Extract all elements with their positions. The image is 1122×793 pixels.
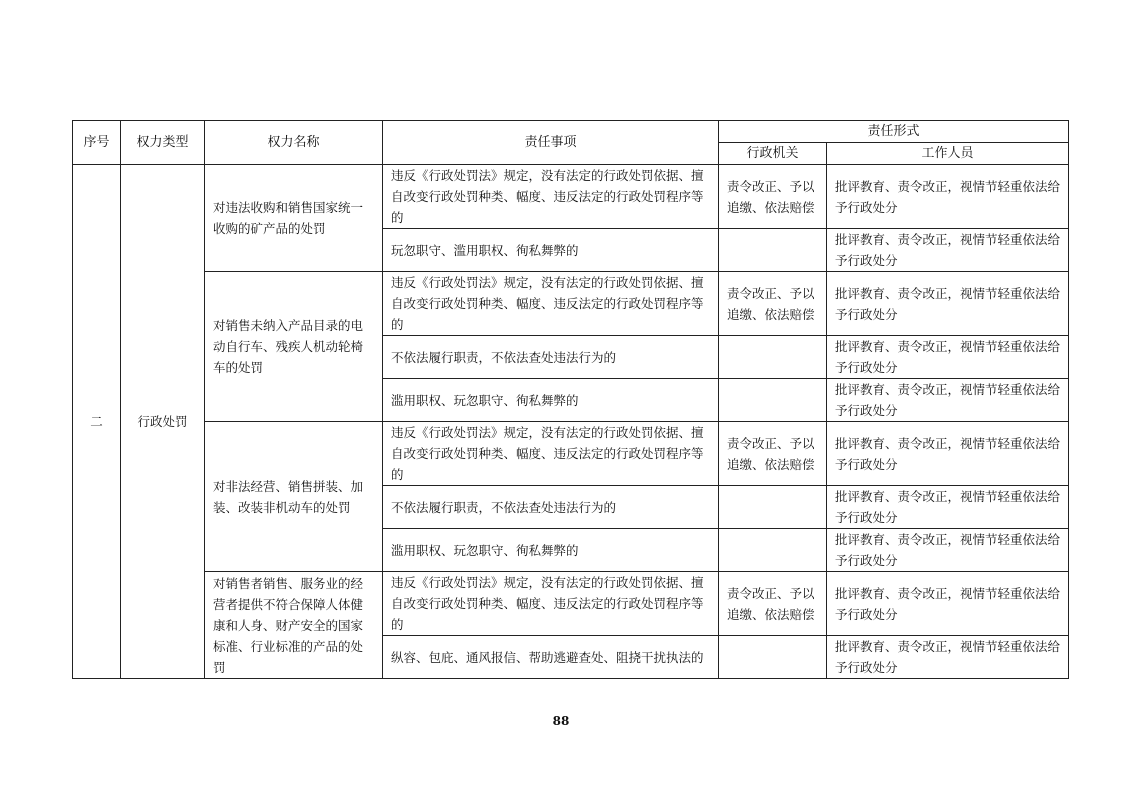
staff-cell: 批评教育、责令改正，视情节轻重依法给予行政处分: [827, 636, 1069, 679]
agency-cell: [719, 529, 827, 572]
agency-cell: 责令改正、予以追缴、依法赔偿: [719, 272, 827, 336]
matter-cell: 玩忽职守、滥用职权、徇私舞弊的: [383, 229, 719, 272]
table-row: [73, 272, 1069, 336]
agency-cell: [719, 229, 827, 272]
staff-cell: 批评教育、责令改正，视情节轻重依法给予行政处分: [827, 229, 1069, 272]
matter-cell: 违反《行政处罚法》规定，没有法定的行政处罚依据、擅自改变行政处罚种类、幅度、违反法定的行政处罚程序等的: [383, 572, 719, 636]
agency-cell: [719, 486, 827, 529]
header-matter: 责任事项: [383, 121, 719, 165]
agency-cell: 责令改正、予以追缴、依法赔偿: [719, 165, 827, 229]
header-form: 责任形式: [719, 121, 1069, 143]
matter-cell: 纵容、包庇、通风报信、帮助逃避查处、阻挠干扰执法的: [383, 636, 719, 679]
staff-cell: 批评教育、责令改正，视情节轻重依法给予行政处分: [827, 272, 1069, 336]
matter-cell: 违反《行政处罚法》规定，没有法定的行政处罚依据、擅自改变行政处罚种类、幅度、违反法定的行政处罚程序等的: [383, 165, 719, 229]
matter-cell: 违反《行政处罚法》规定，没有法定的行政处罚依据、擅自改变行政处罚种类、幅度、违反法定的行政处罚程序等的: [383, 422, 719, 486]
header-power-type: 权力类型: [121, 121, 205, 165]
staff-cell: 批评教育、责令改正，视情节轻重依法给予行政处分: [827, 572, 1069, 636]
staff-cell: 批评教育、责令改正，视情节轻重依法给予行政处分: [827, 529, 1069, 572]
page-number: 88: [552, 714, 570, 728]
power-name-cell: 对非法经营、销售拼装、加装、改装非机动车的处罚: [205, 422, 383, 572]
matter-cell: 违反《行政处罚法》规定，没有法定的行政处罚依据、擅自改变行政处罚种类、幅度、违反法定的行政处罚程序等的: [383, 272, 719, 336]
power-name-cell: 对销售未纳入产品目录的电动自行车、残疾人机动轮椅车的处罚: [205, 272, 383, 422]
header-seq: 序号: [73, 121, 121, 165]
staff-cell: 批评教育、责令改正，视情节轻重依法给予行政处分: [827, 336, 1069, 379]
agency-cell: 责令改正、予以追缴、依法赔偿: [719, 572, 827, 636]
header-power-name: 权力名称: [205, 121, 383, 165]
matter-cell: 不依法履行职责，不依法查处违法行为的: [383, 336, 719, 379]
matter-cell: 不依法履行职责，不依法查处违法行为的: [383, 486, 719, 529]
power-name-cell: 对销售者销售、服务业的经营者提供不符合保障人体健康和人身、财产安全的国家标准、行业标准的产品的处罚: [205, 572, 383, 679]
table-row: [73, 422, 1069, 486]
staff-cell: 批评教育、责令改正，视情节轻重依法给予行政处分: [827, 422, 1069, 486]
staff-cell: 批评教育、责令改正，视情节轻重依法给予行政处分: [827, 165, 1069, 229]
responsibility-table: [72, 120, 1069, 679]
table-row: [73, 572, 1069, 636]
matter-cell: 滥用职权、玩忽职守、徇私舞弊的: [383, 529, 719, 572]
power-type-cell: 行政处罚: [121, 165, 205, 679]
agency-cell: [719, 636, 827, 679]
table-row: [73, 165, 1069, 229]
header-agency: 行政机关: [719, 143, 827, 165]
power-name-cell: 对违法收购和销售国家统一收购的矿产品的处罚: [205, 165, 383, 272]
seq-cell: 二: [73, 165, 121, 679]
staff-cell: 批评教育、责令改正，视情节轻重依法给予行政处分: [827, 486, 1069, 529]
staff-cell: 批评教育、责令改正，视情节轻重依法给予行政处分: [827, 379, 1069, 422]
agency-cell: [719, 336, 827, 379]
agency-cell: [719, 379, 827, 422]
header-staff: 工作人员: [827, 143, 1069, 165]
agency-cell: 责令改正、予以追缴、依法赔偿: [719, 422, 827, 486]
matter-cell: 滥用职权、玩忽职守、徇私舞弊的: [383, 379, 719, 422]
